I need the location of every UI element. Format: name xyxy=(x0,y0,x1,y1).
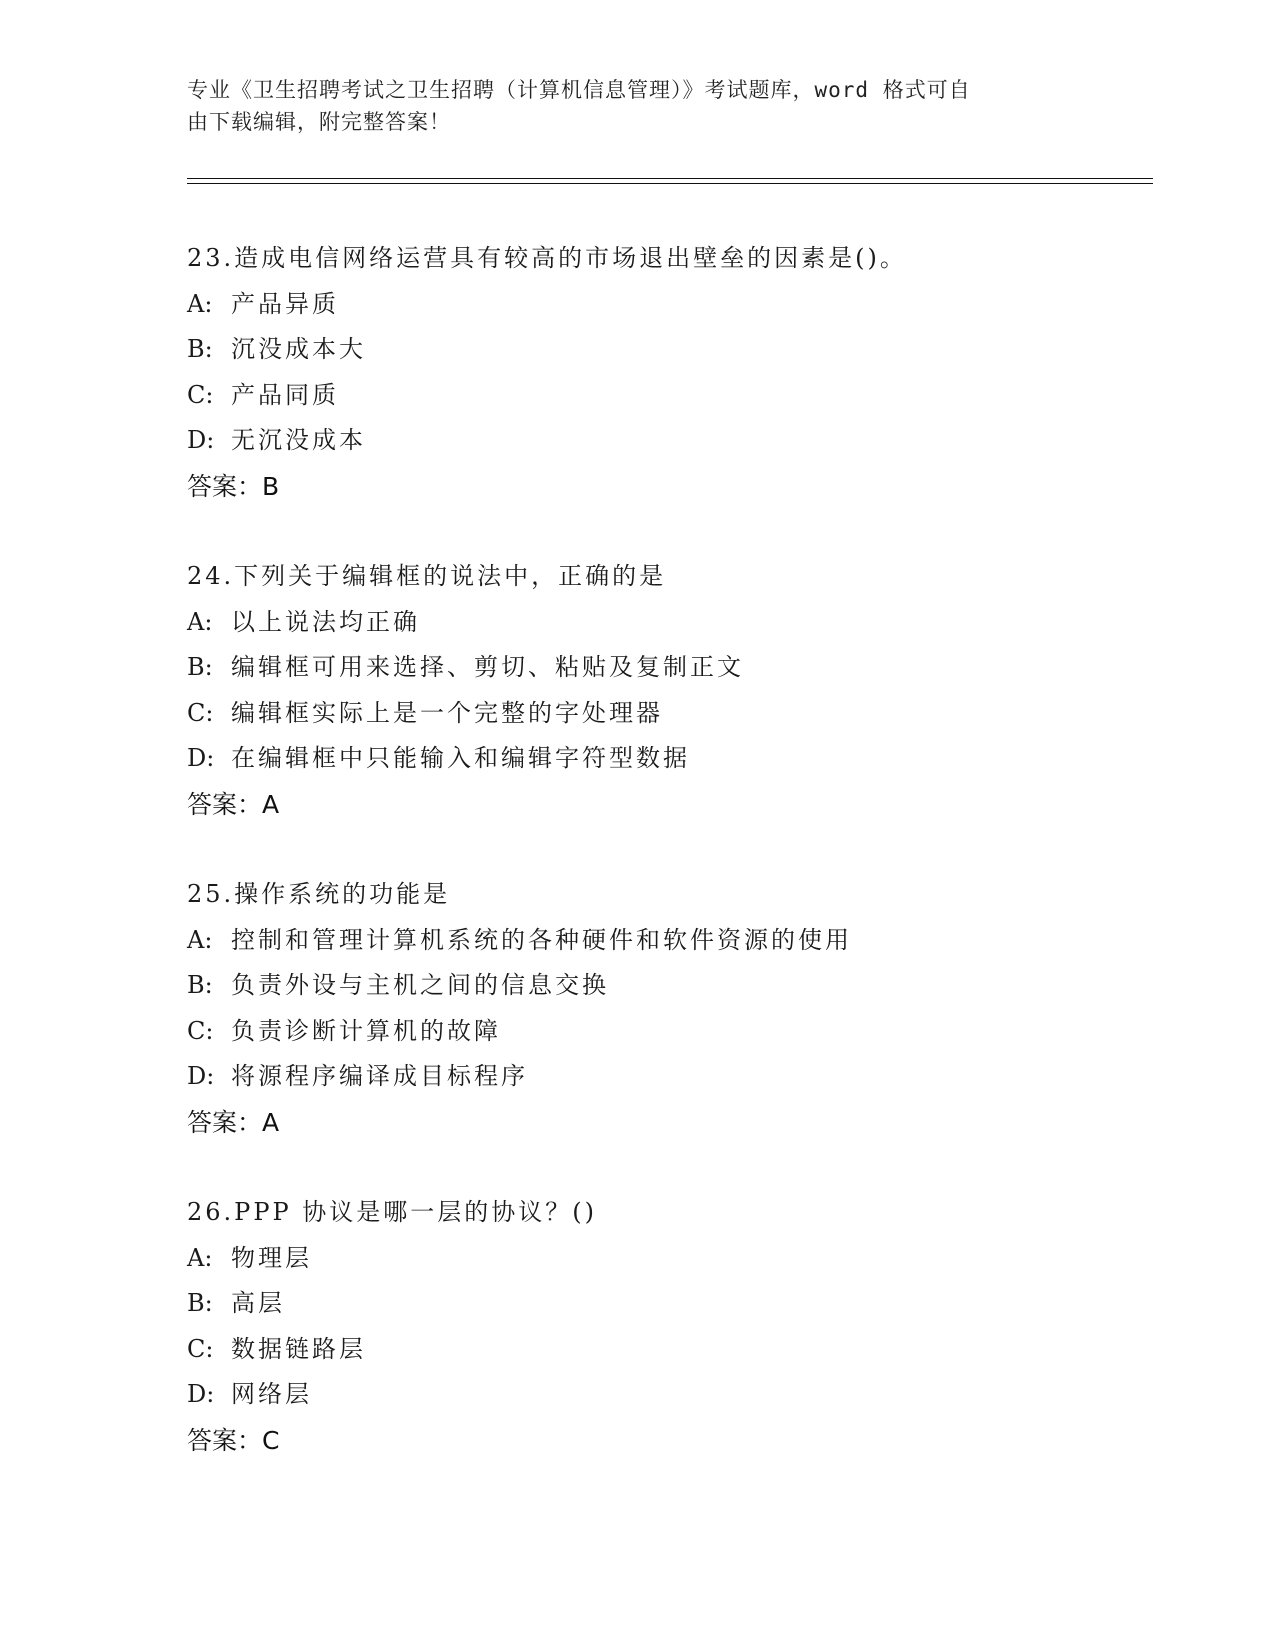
header-divider-top xyxy=(187,178,1153,179)
option-a xyxy=(187,600,1167,646)
question-stem: 25.操作系统的功能是 xyxy=(187,880,451,908)
option-c xyxy=(187,691,1167,737)
option-text: 产品异质 xyxy=(231,289,339,318)
question-stem: 23.造成电信网络运营具有较高的市场退出壁垒的因素是()。 xyxy=(187,244,907,272)
document-header xyxy=(187,74,1067,138)
question-26 xyxy=(187,1190,1167,1463)
option-text: 负责外设与主机之间的信息交换 xyxy=(231,971,609,999)
option-label: B: xyxy=(187,1289,213,1317)
option-text: 网络层 xyxy=(231,1380,312,1408)
option-label: B: xyxy=(187,653,213,681)
option-c xyxy=(187,373,1167,419)
answer-line: 答案：B xyxy=(187,471,280,501)
option-b xyxy=(187,327,1167,373)
option-text: 产品同质 xyxy=(231,380,339,409)
option-b xyxy=(187,645,1167,691)
option-label: D: xyxy=(187,1062,215,1090)
question-stem: 26.PPP 协议是哪一层的协议？() xyxy=(187,1198,597,1226)
option-label: A: xyxy=(187,289,213,318)
option-label: C: xyxy=(187,1334,214,1363)
question-23 xyxy=(187,236,1167,509)
header-line-1: 专业《卫生招聘考试之卫生招聘（计算机信息管理）》考试题库，word 格式可自 xyxy=(187,78,971,102)
option-text: 将源程序编译成目标程序 xyxy=(231,1062,528,1090)
header-divider-bottom xyxy=(187,183,1153,184)
answer-line: 答案：C xyxy=(187,1425,280,1455)
option-a xyxy=(187,1236,1167,1282)
option-d xyxy=(187,1054,1167,1100)
option-text: 以上说法均正确 xyxy=(231,607,420,636)
option-b xyxy=(187,963,1167,1009)
option-label: C: xyxy=(187,380,214,409)
option-text: 数据链路层 xyxy=(231,1334,366,1363)
question-24 xyxy=(187,554,1167,827)
option-text: 高层 xyxy=(231,1289,285,1317)
option-d xyxy=(187,736,1167,782)
option-text: 在编辑框中只能输入和编辑字符型数据 xyxy=(231,744,690,772)
option-label: D: xyxy=(187,744,215,772)
option-text: 编辑框可用来选择、剪切、粘贴及复制正文 xyxy=(231,653,744,681)
option-label: A: xyxy=(187,607,213,636)
option-c xyxy=(187,1009,1167,1055)
option-label: A: xyxy=(187,925,213,954)
option-label: D: xyxy=(187,426,215,454)
question-list xyxy=(187,236,1167,1508)
option-label: B: xyxy=(187,971,213,999)
option-d xyxy=(187,418,1167,464)
option-text: 无沉没成本 xyxy=(231,426,366,454)
option-label: C: xyxy=(187,1016,214,1045)
option-text: 沉没成本大 xyxy=(231,335,366,363)
option-label: C: xyxy=(187,698,214,727)
option-text: 负责诊断计算机的故障 xyxy=(231,1016,501,1045)
option-text: 编辑框实际上是一个完整的字处理器 xyxy=(231,698,663,727)
option-text: 物理层 xyxy=(231,1243,312,1272)
option-d xyxy=(187,1372,1167,1418)
header-line-2: 由下载编辑，附完整答案！ xyxy=(187,110,451,134)
question-25 xyxy=(187,872,1167,1145)
option-label: B: xyxy=(187,335,213,363)
answer-line: 答案：A xyxy=(187,1107,280,1137)
question-stem: 24.下列关于编辑框的说法中，正确的是 xyxy=(187,562,667,590)
option-text: 控制和管理计算机系统的各种硬件和软件资源的使用 xyxy=(231,925,852,954)
option-a xyxy=(187,282,1167,328)
answer-line: 答案：A xyxy=(187,789,280,819)
option-a xyxy=(187,918,1167,964)
option-label: D: xyxy=(187,1380,215,1408)
option-label: A: xyxy=(187,1243,213,1272)
option-b xyxy=(187,1281,1167,1327)
option-c xyxy=(187,1327,1167,1373)
